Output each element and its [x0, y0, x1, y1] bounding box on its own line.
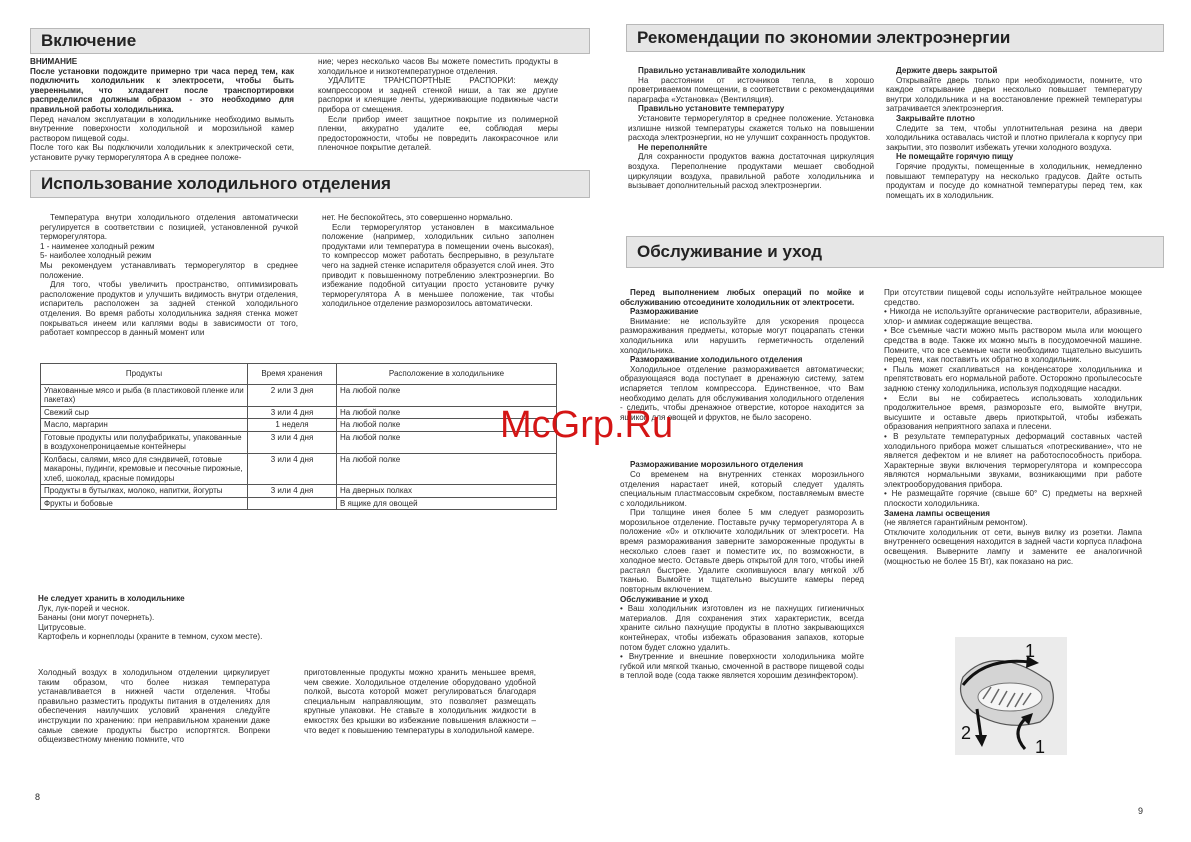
paragraph: На расстоянии от источников тепла, в хорошо проветриваемом помещении, в соответствии с рекомендациями параграфа «Установка» (Вентиляция).: [628, 75, 874, 104]
table-cell: На дверных полках: [337, 485, 557, 498]
lamp-bulb-shape: [978, 683, 1042, 711]
table-cell: На любой полке: [337, 384, 557, 406]
paragraph: Температура внутри холодильного отделения автоматически регулируется в соответствии с позицией, установленной ручкой терморегулятора.: [40, 213, 298, 242]
table-cell: 3 или 4 дня: [248, 453, 337, 485]
energy-column-1: [628, 66, 874, 191]
table-cell: 3 или 4 дня: [248, 406, 337, 419]
not-store-list: [38, 594, 338, 642]
paragraph: • Ваш холодильник изготовлен из не пахнущих гигиеничных материалов. Для сохранения этих характеристик, всегда храните сильно пахнущие продукты в плотно закрывающихся контейнерах, чтобы избежать образования запахов, которые потом будет сложно удалить.: [620, 604, 864, 652]
paragraph: При толщине инея более 5 мм следует разморозить морозильное отделение. Поставьте ручку терморегулятора A в положение «0» и отключите холодильник от электросети. На время размораживания заверните замороженные продукты в несколько слоев газет и поместите их, по возможности, в холодное место. Оставьте дверь открытой для того, чтобы иней растаял быстрее. Удалите скопившуюся влагу мягкой х/б тканью. Вымойте и тщательно высушите камеры перед повторным включением.: [620, 508, 864, 595]
paragraph: Холодный воздух в холодильном отделении циркулирует таким образом, что более низкая температура устанавливается в нижней части отделения. Чтобы правильно разместить продукты питания в отделениях для обеспечения наилучших условий хранения следуйте инструкции по хранению: при неправильном хранении даже самые свежие продукты быстро испортятся. Вопреки общеизвестному мнению помните, что: [38, 668, 270, 745]
paragraph: Для того, чтобы увеличить пространство, оптимизировать расположение продуктов и улучшить видимость внутри отделения, испаритель расположен за задней стенкой холодильного отделения. Во время работы холодильника задняя стенка может покрываться инеем или каплями воды в зависимости от того, работает компрессор в данный момент или: [40, 280, 298, 338]
paragraph: УДАЛИТЕ ТРАНСПОРТНЫЕ РАСПОРКИ: между компрессором и задней стенкой ниши, а так же другие распорки и клеящие ленты, удерживающие подвижные части прибора от смещения.: [318, 76, 558, 114]
figure-label-1-bottom: 1: [1035, 737, 1046, 755]
section-title-fridge-usage: Использование холодильного отделения: [30, 170, 590, 198]
paragraph: Горячие продукты, помещенные в холодильник, немедленно повышают температуру на несколько градусов. Дайте остыть продуктам и посуде до комнатной температуры перед тем, как помещать их в холодильник.: [886, 161, 1142, 200]
paragraph: Если прибор имеет защитное покрытие из полимерной пленки, аккуратно удалите ее, соблюдая меры предосторожности, чтобы не повредить лакокрасочное или пленочное покрытие деталей.: [318, 114, 558, 153]
paragraph: Открывайте дверь только при необходимости, помните, что каждое открывание двери несколько повышает температуру внутри холодильника и на восстановление прежней температуры затрачивается электроэнергия.: [886, 75, 1142, 114]
cold-air-column-2: [304, 668, 536, 735]
table-row: [41, 419, 557, 432]
table-cell: Свежий сыр: [41, 406, 248, 419]
paragraph: Отключите холодильник от сети, вынув вилку из розетки. Лампа внутреннего освещения находится в задней части корпуса плафона освещения. Выверните лампу и замените ее аналогичной (мощностью не более 15 Вт), как показано на рис.: [884, 527, 1142, 566]
warning-text: После установки подождите примерно три часа перед тем, как подключить холодильник к электросети, чтобы быть уверенными, что хладагент после транспортировки распределился должным образом - это необходимо для правильной работы холодильника.: [30, 66, 294, 114]
subheading: Правильно установите температуру: [638, 104, 785, 114]
table-cell: 2 или 3 дня: [248, 384, 337, 406]
table-row: [41, 485, 557, 498]
lamp-replacement-figure: [955, 637, 1067, 755]
table-cell: Упакованные мясо и рыба (в пластиковой пленке или пакетах): [41, 384, 248, 406]
subheading: Не помещайте горячую пищу: [896, 152, 1014, 162]
maintenance-column-2: [884, 288, 1142, 566]
paragraph: • Если вы не собираетесь использовать холодильник продолжительное время, разморозьте его, вымойте внутри, высушите и оставьте дверь приоткрытой, чтобы избежать образования неприятного запаха и плесени.: [884, 393, 1142, 432]
paragraph: • Все съемные части можно мыть раствором мыла или моющего средства в воде. Также их можно мыть в посудомоечной машине. Помните, что все съемные части необходимо тщательно высушить перед тем, как поставить их обратно в холодильник.: [884, 326, 1142, 365]
table-header: Время хранения: [248, 364, 337, 385]
table-cell: В ящике для овощей: [337, 497, 557, 510]
switch-on-column-2: [318, 57, 558, 153]
subheading: Правильно устанавливайте холодильник: [638, 66, 806, 75]
paragraph: 5- наиболее холодный режим: [40, 251, 152, 261]
table-cell: Масло, маргарин: [41, 419, 248, 432]
not-store-title: Не следует хранить в холодильнике: [38, 594, 185, 603]
table-cell: 1 неделя: [248, 419, 337, 432]
table-header-row: [41, 364, 557, 385]
paragraph: После того как Вы подключили холодильник к электрической сети, установите ручку терморегулятора A в среднее положе-: [30, 143, 294, 162]
paragraph: Перед выполнением любых операций по мойке и обслуживанию отсоедините холодильник от электросети.: [620, 288, 864, 307]
energy-column-2: [886, 66, 1142, 200]
paragraph: При отсутствии пищевой соды используйте нейтральное моющее средство.: [884, 288, 1142, 307]
paragraph: Для сохранности продуктов важна достаточная циркуляция воздуха. Переполнение продуктами мешает свободной циркуляции воздуха, правильной работе холодильника и вызывает дополнительный расход электроэнергии.: [628, 152, 874, 191]
table-header: Расположение в холодильнике: [337, 364, 557, 385]
switch-on-column-1: [30, 57, 294, 163]
subheading: Размораживание холодильного отделения: [630, 355, 803, 365]
figure-label-2: 2: [961, 723, 972, 743]
paragraph: Мы рекомендуем устанавливать терморегулятор в среднее положение.: [40, 260, 298, 280]
section-title-switch-on: Включение: [30, 28, 590, 54]
table-cell: [248, 497, 337, 510]
list-item: Картофель и корнеплоды (храните в темном, сухом месте).: [38, 632, 263, 642]
subheading: Закрывайте плотно: [896, 113, 976, 123]
paragraph: Со временем на внутренних стенках морозильного отделения нарастает иней, который следует удалять специальным пластмассовым скребком, поставляемым вместе с холодильником.: [620, 469, 864, 508]
table-row: [41, 384, 557, 406]
paragraph: • Не размещайте горячие (свыше 60° С) предметы на верхней плоскости холодильника.: [884, 489, 1142, 509]
paragraph: Если терморегулятор установлен в максимальное положение (например, холодильник сильно заполнен продуктами или температура в помещении очень высокая), то компрессор может работать беспрерывно, в результате чего на задней стенке испарителя образуется слой инея. Это приводит к повышенному потреблению электроэнергии. Во избежание подобной ситуации просто установите ручку терморегулятора A в меньшее положение, так чтобы холодильное отделение разморозилось автоматически.: [322, 222, 554, 309]
section-title-maintenance: Обслуживание и уход: [626, 236, 1164, 268]
paragraph: Холодильное отделение размораживается автоматически; образующаяся вода поступает в дренажную систему, затем испаряется теплом компрессора. Единственное, что Вам необходимо делать для обслуживания холодильного отделения - следить, чтобы дренажное отверстие, которое находится за ящиком для овощей и фруктов, не было засорено.: [620, 364, 864, 422]
paragraph: Перед началом эксплуатации в холодильнике необходимо вымыть внутренние поверхности холодильной и морозильной камер раствором пищевой соды.: [30, 114, 294, 143]
table-cell: Готовые продукты или полуфабрикаты, упакованные в воздухонепроницаемые контейнеры: [41, 431, 248, 453]
fridge-usage-column-2: [322, 213, 554, 309]
table-cell: 3 или 4 дня: [248, 485, 337, 498]
table-cell: Фрукты и бобовые: [41, 497, 248, 510]
section-title-energy-saving: Рекомендации по экономии электроэнергии: [626, 24, 1164, 52]
paragraph: ние; через несколько часов Вы можете поместить продукты в холодильное и низкотемпературное отделения.: [318, 57, 558, 76]
paragraph: Следите за тем, чтобы уплотнительная резина на двери холодильника оставалась чистой и плотно прилегала к корпусу при закрытии, это позволит избежать утечки холодного воздуха.: [886, 123, 1142, 152]
table-cell: Колбасы, салями, мясо для сэндвичей, готовые макароны, пудинги, кремовые и песочные пирожные, хлеб, шоколад, красные помидоры: [41, 453, 248, 485]
table-cell: На любой полке: [337, 419, 557, 432]
cold-air-column-1: [38, 668, 270, 745]
watermark-text: McGrp.Ru: [500, 404, 674, 446]
paragraph: (не является гарантийным ремонтом).: [884, 518, 1028, 528]
subheading: Не переполняйте: [638, 142, 708, 152]
table-row: [41, 406, 557, 419]
table-header: Продукты: [41, 364, 248, 385]
paragraph: • В результате температурных деформаций составных частей холодильного прибора может слышаться «потрескивание», что не является дефектом и не влияет на работоспособность прибора. Характерные звуки включения терморегулятора и компрессора являются нормальными звуками, возникающими при работе электрооборудования прибора.: [884, 431, 1142, 489]
paragraph: • Внутренние и внешние поверхности холодильника мойте губкой или мягкой тканью, смоченной в растворе пищевой соды в теплой воде (сода также является хорошим дезинфектором).: [620, 652, 864, 681]
table-row: [41, 497, 557, 510]
table-row: [41, 431, 557, 453]
subheading: Обслуживание и уход: [620, 594, 709, 604]
paragraph: приготовленные продукты можно хранить меньшее время, чем свежие. Холодильное отделение оборудовано удобной полкой, высота которой может регулироваться благодаря специальным направляющим, это позволяет размещать крупные упаковки. Не ставьте в холодильник жидкости в емкостях без крышки во избежание повышения влажности – что ведет к повышению температуры в холодильной камере.: [304, 668, 536, 735]
page-number-right: 9: [1138, 806, 1144, 816]
subheading: Замена лампы освещения: [884, 508, 991, 518]
paragraph: • Никогда не используйте органические растворители, абразивные, хлор- и аммиак содержащие вещества.: [884, 307, 1142, 326]
table-cell: На любой полке: [337, 431, 557, 453]
table-cell: Продукты в бутылках, молоко, напитки, йогурты: [41, 485, 248, 498]
storage-table: [40, 363, 557, 510]
maintenance-column-1: [620, 288, 864, 681]
paragraph: • Пыль может скапливаться на конденсаторе холодильника и препятствовать его нормальной работе. Осторожно пропылесосьте заднюю стенку холодильника, используя подходящие насадки.: [884, 364, 1142, 393]
subheading: Размораживание морозильного отделения: [630, 460, 804, 470]
figure-label-1-top: 1: [1025, 641, 1036, 661]
table-cell: На любой полке: [337, 406, 557, 419]
page-number-left: 8: [35, 792, 41, 802]
list-item: Лук, лук-порей и чеснок.: [38, 603, 130, 613]
paragraph: нет. Не беспокойтесь, это совершенно нормально.: [322, 213, 513, 222]
table-cell: На любой полке: [337, 453, 557, 485]
table-row: [41, 453, 557, 485]
paragraph: Установите терморегулятор в среднее положение. Установка излишне низкой температуры скажется только на повышении расхода электроэнергии, но не улучшит сохранность продуктов.: [628, 113, 874, 143]
subheading: Держите дверь закрытой: [896, 66, 998, 75]
list-item: Цитрусовые.: [38, 622, 87, 632]
paragraph: 1 - наименее холодный режим: [40, 241, 155, 251]
list-item: Бананы (они могут почернеть).: [38, 613, 155, 623]
fridge-usage-column-1: [40, 213, 298, 338]
table-cell: 3 или 4 дня: [248, 431, 337, 453]
warning-title: ВНИМАНИЕ: [30, 57, 78, 66]
paragraph: Внимание: не используйте для ускорения процесса размораживания предметы, которые могут поцарапать стенки холодильника или нарушить герметичность отделений холодильника.: [620, 316, 864, 355]
subheading: Размораживание: [630, 307, 699, 317]
